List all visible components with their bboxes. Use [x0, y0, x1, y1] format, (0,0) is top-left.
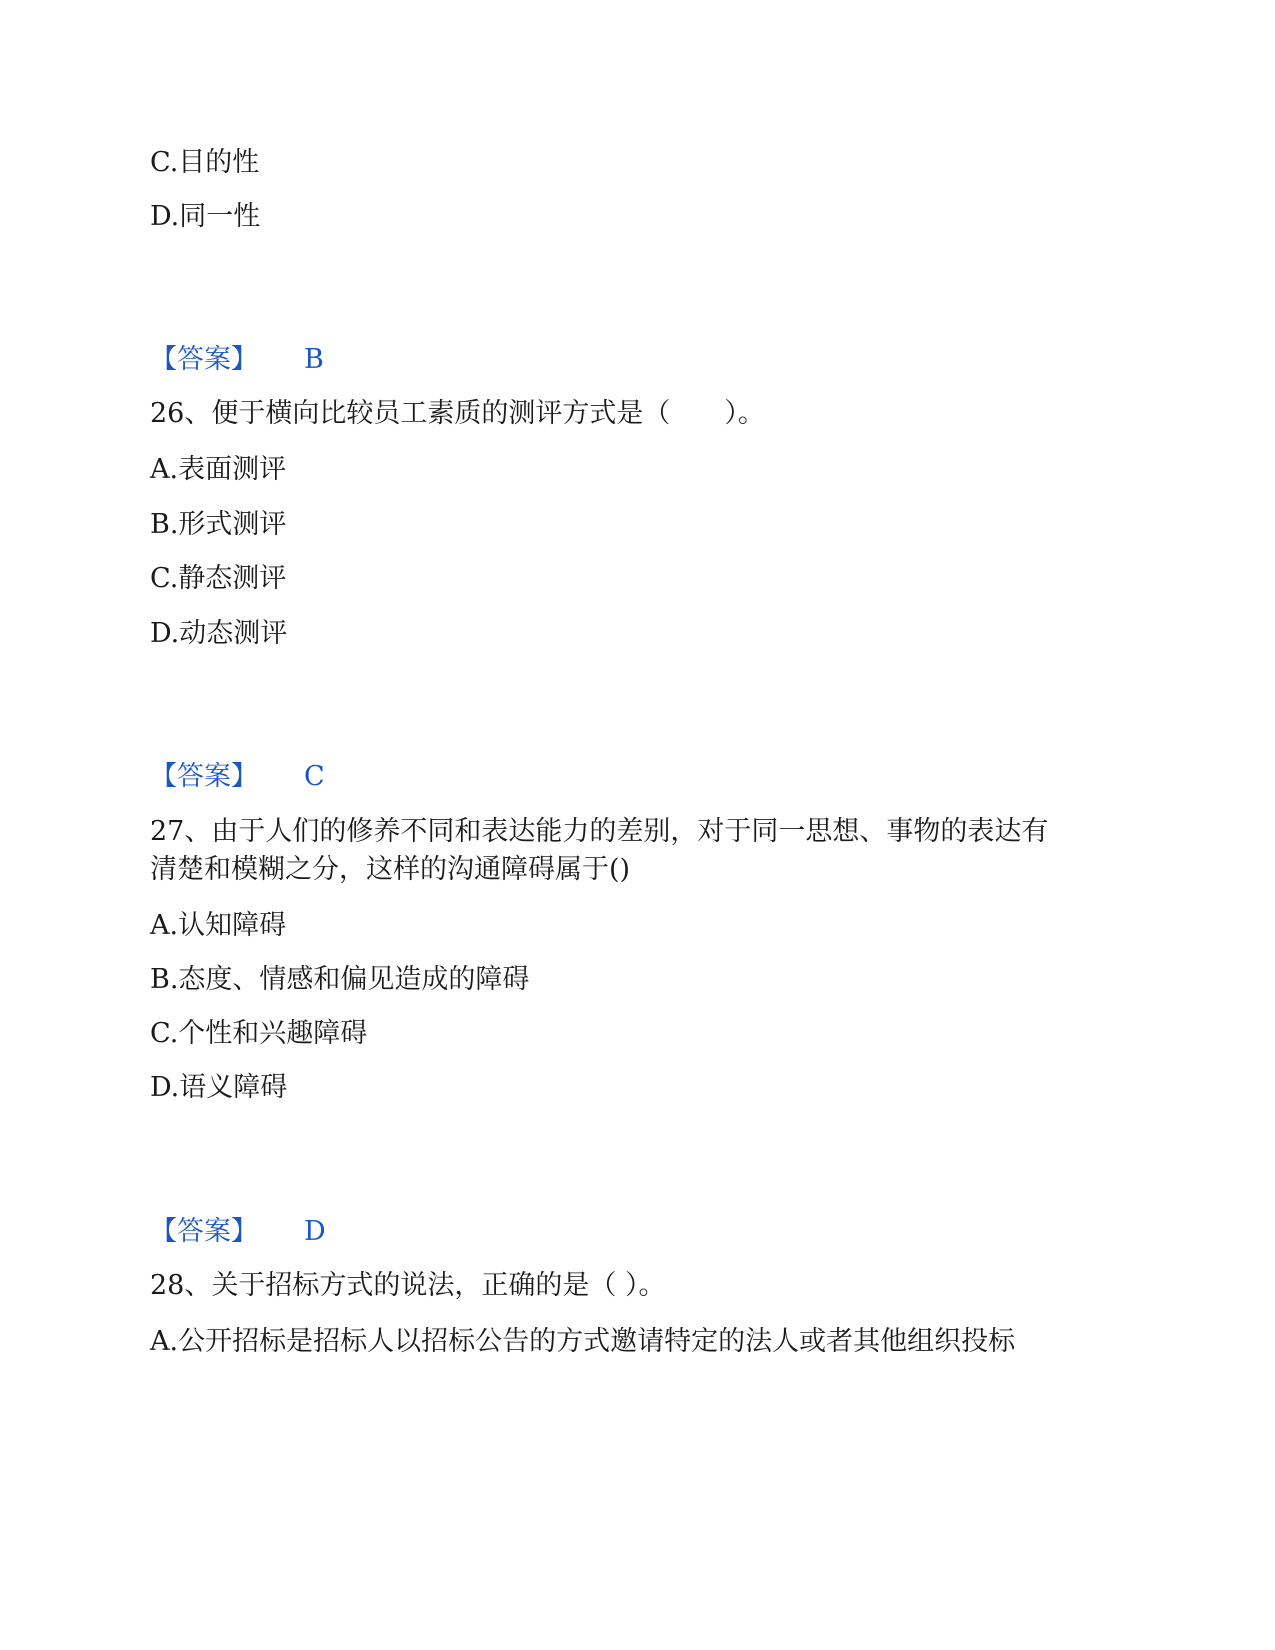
q27-stem-line2: 清楚和模糊之分，这样的沟通障碍属于() — [150, 854, 631, 885]
q26-answer — [150, 757, 325, 797]
q27-answer — [150, 1212, 326, 1252]
q27-option-c: C.个性和兴趣障碍 — [150, 1018, 368, 1049]
q26-option-b: B.形式测评 — [150, 509, 287, 540]
q28-option-a: A.公开招标是招标人以招标公告的方式邀请特定的法人或者其他组织投标 — [150, 1326, 1016, 1357]
q27-stem-line1: 27、由于人们的修养不同和表达能力的差别，对于同一思想、事物的表达有 — [150, 816, 1049, 847]
answer-label: 【答案】 — [150, 761, 258, 792]
q28-stem: 28、关于招标方式的说法，正确的是（ ）。 — [150, 1270, 666, 1301]
q26-stem: 26、便于横向比较员工素质的测评方式是（ ）。 — [150, 398, 765, 429]
q27-option-a: A.认知障碍 — [150, 910, 287, 941]
answer-value: C — [304, 761, 325, 792]
answer-label: 【答案】 — [150, 344, 258, 375]
q27-option-d: D.语义障碍 — [150, 1072, 288, 1103]
q25-option-c: C.目的性 — [150, 147, 260, 178]
answer-value: B — [304, 344, 324, 375]
q25-answer — [150, 340, 324, 380]
answer-value: D — [304, 1216, 326, 1247]
q26-option-d: D.动态测评 — [150, 618, 288, 649]
q27-option-b: B.态度、情感和偏见造成的障碍 — [150, 964, 530, 995]
answer-label: 【答案】 — [150, 1216, 258, 1247]
q25-option-d: D.同一性 — [150, 201, 261, 232]
q26-option-a: A.表面测评 — [150, 454, 287, 485]
q26-option-c: C.静态测评 — [150, 563, 287, 594]
